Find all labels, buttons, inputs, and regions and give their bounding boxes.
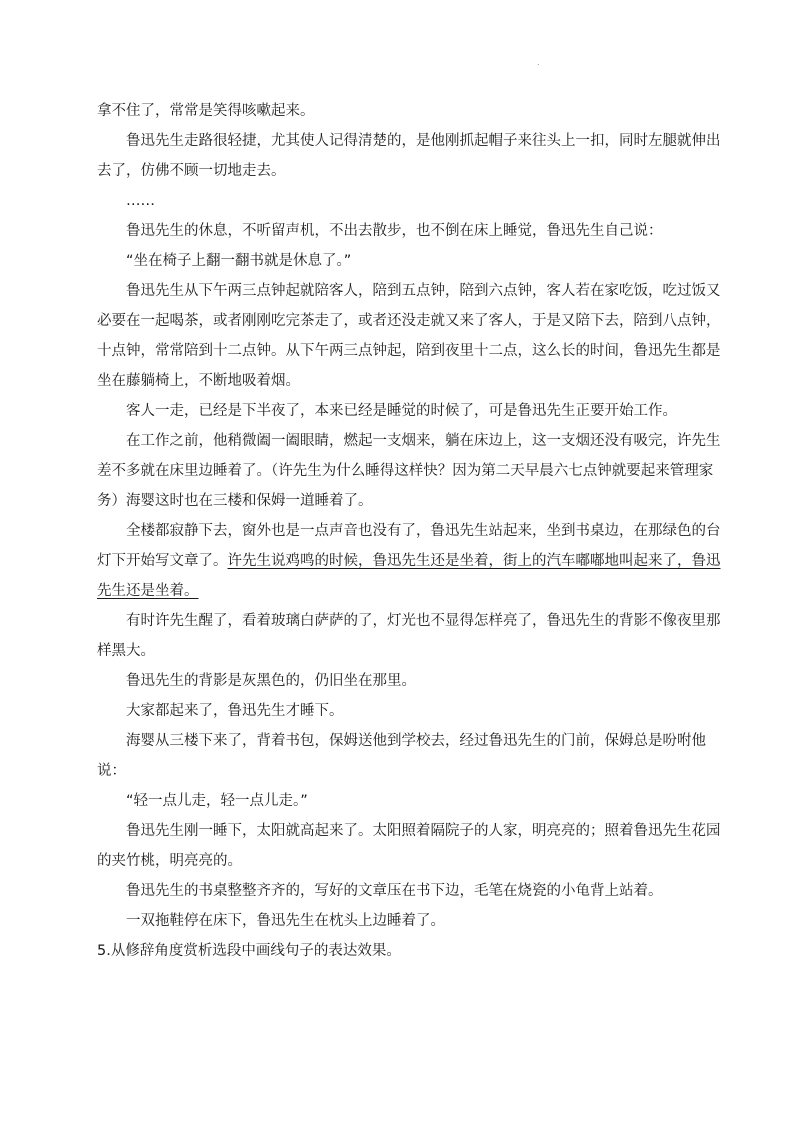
- paragraph: [97, 816, 727, 876]
- document-body: [97, 96, 727, 966]
- paragraph: [97, 426, 727, 516]
- paragraph-text: 鲁迅先生的背影是灰黑色的，仍旧坐在那里。: [126, 673, 416, 689]
- paragraph-text: 全楼都寂静下去，窗外也是一点声音也没有了，鲁迅先生站起来，坐到书桌边，在那绿色的台灯下开始写文章了。: [97, 523, 721, 569]
- paragraph-text: 海婴从三楼下来了，背着书包，保姆送他到学校去，经过鲁迅先生的门前，保姆总是吩咐他说：: [97, 733, 706, 779]
- paragraph-text: 鲁迅先生的休息，不听留声机，不出去散步，也不倒在床上睡觉，鲁迅先生自己说：: [126, 223, 663, 239]
- question-text: [97, 936, 727, 966]
- paragraph-text: 一双拖鞋停在床下，鲁迅先生在枕头上边睡着了。: [126, 913, 445, 929]
- paragraph-text: 鲁迅先生走路很轻捷，尤其使人记得清楚的，是他刚抓起帽子来往头上一扣，同时左腿就伸出去了，仿佛不顾一切地走去。: [97, 133, 721, 179]
- paragraph: [97, 276, 727, 396]
- paragraph: [97, 96, 727, 126]
- paragraph: [97, 876, 727, 906]
- paragraph-text: “坐在椅子上翻一翻书就是休息了。”: [126, 253, 352, 269]
- paragraph-text: 鲁迅先生的书桌整整齐齐的，写好的文章压在书下边，毛笔在烧瓷的小龟背上站着。: [126, 883, 663, 899]
- underlined-sentence: 许先生说鸡鸣的时候，鲁迅先生还是坐着，街上的汽车嘟嘟地叫起来了，鲁迅先生还是坐着。: [97, 553, 721, 599]
- paragraph: [97, 726, 727, 786]
- paragraph: [97, 216, 727, 246]
- paragraph-text: “轻一点儿走，轻一点儿走。”: [126, 793, 308, 809]
- paragraph: [97, 786, 727, 816]
- paragraph-text: 大家都起来了，鲁迅先生才睡下。: [126, 703, 344, 719]
- paragraph-text: 5.从修辞角度赏析选段中画线句子的表达效果。: [97, 943, 401, 959]
- paragraph: [97, 126, 727, 186]
- paragraph: [97, 906, 727, 936]
- paragraph: [97, 666, 727, 696]
- paragraph-text: 鲁迅先生刚一睡下，太阳就高起来了。太阳照着隔院子的人家，明亮亮的；照着鲁迅先生花园的夹竹桃，明亮亮的。: [97, 823, 721, 869]
- paragraph: [97, 696, 727, 726]
- header-mark: .: [537, 58, 540, 67]
- paragraph-text: ……: [126, 193, 155, 209]
- paragraph: [97, 516, 727, 606]
- paragraph-text: 在工作之前，他稍微阖一阖眼睛，燃起一支烟来，躺在床边上，这一支烟还没有吸完，许先生差不多就在床里边睡着了。（许先生为什么睡得这样快？因为第二天早晨六七点钟就要起来管理家务）海婴这时也在三楼和保姆一道睡着了。: [97, 433, 721, 509]
- paragraph-text: 拿不住了，常常是笑得咳嗽起来。: [97, 103, 315, 119]
- paragraph: [97, 606, 727, 666]
- paragraph-text: 客人一走，已经是下半夜了，本来已经是睡觉的时候了，可是鲁迅先生正要开始工作。: [126, 403, 677, 419]
- paragraph: [97, 186, 727, 216]
- paragraph-text: 有时许先生醒了，看着玻璃白萨萨的了，灯光也不显得怎样亮了，鲁迅先生的背影不像夜里那样黑大。: [97, 613, 721, 659]
- paragraph: [97, 246, 727, 276]
- paragraph: [97, 396, 727, 426]
- paragraph-text: 鲁迅先生从下午两三点钟起就陪客人，陪到五点钟，陪到六点钟，客人若在家吃饭，吃过饭又必要在一起喝茶，或者刚刚吃完茶走了，或者还没走就又来了客人，于是又陪下去，陪到八点钟，十点钟，常常陪到十二点钟。从下午两三点钟起，陪到夜里十二点，这么长的时间，鲁迅先生都是坐在藤躺椅上，不断地吸着烟。: [97, 283, 721, 389]
